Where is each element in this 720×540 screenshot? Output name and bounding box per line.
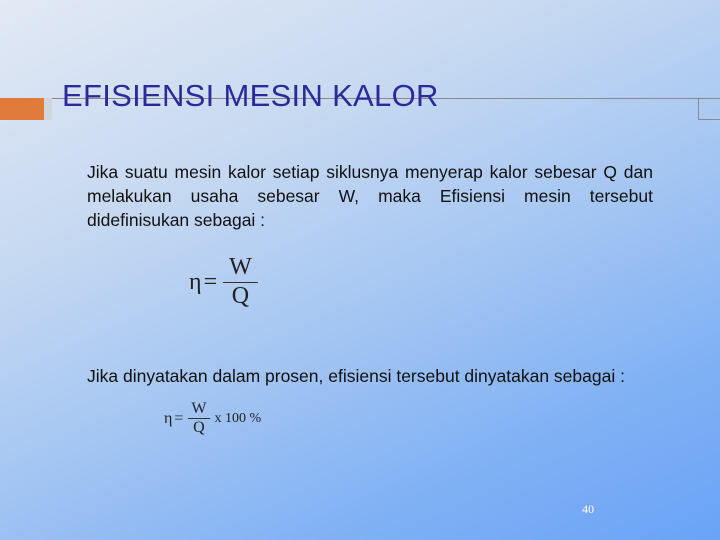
equals-sign: = xyxy=(174,409,184,427)
fraction-numerator: W xyxy=(223,254,258,283)
percent-multiplier: x 100 % xyxy=(214,410,262,426)
equals-sign: = xyxy=(203,268,218,295)
orange-accent-block xyxy=(0,98,44,120)
fraction xyxy=(223,254,258,310)
title-frame-corner xyxy=(698,98,720,120)
page-number: 40 xyxy=(582,502,594,516)
fraction-denominator: Q xyxy=(193,419,205,437)
efficiency-percent-formula xyxy=(164,400,261,438)
eta-symbol: η xyxy=(189,268,202,295)
fraction-numerator: W xyxy=(188,400,209,419)
grey-accent-block xyxy=(44,98,52,120)
percent-paragraph: Jika dinyatakan dalam prosen, efisiensi tersebut dinyatakan sebagai : xyxy=(87,366,625,386)
efficiency-formula xyxy=(189,254,261,310)
definition-paragraph: Jika suatu mesin kalor setiap siklusnya menyerap kalor sebesar Q dan melakukan usaha sebesar W, maka Efisiensi mesin tersebut didefinisukan sebagai : xyxy=(87,162,653,230)
fraction xyxy=(188,400,209,438)
fraction-denominator: Q xyxy=(231,282,250,309)
eta-symbol: η xyxy=(164,409,173,427)
slide-title: EFISIENSI MESIN KALOR xyxy=(62,78,439,113)
